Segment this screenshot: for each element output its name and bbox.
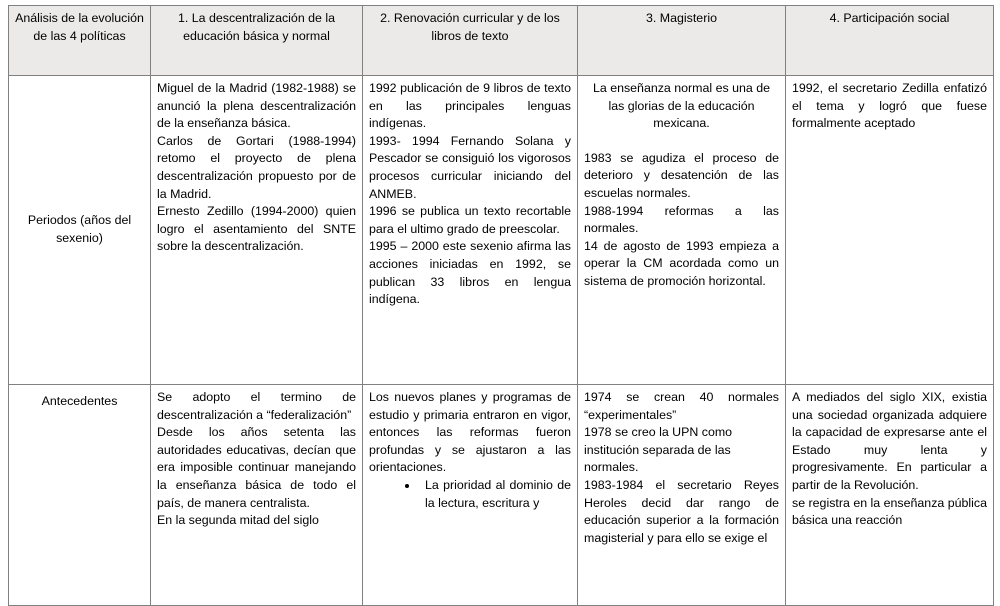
column-header-participacion-social: 4. Participación social bbox=[786, 6, 994, 76]
paragraph: Desde los años setenta las autoridades educativas, decían que era imposible continuar manejando la enseñanza básica de todo el país, de manera centralista. bbox=[157, 425, 356, 510]
column-header-descentralizacion: 1. La descentralización de la educación básica y normal bbox=[151, 6, 363, 76]
paragraph: 1983-1984 el secretario Reyes Heroles decid dar rango de educación superior a la formación magisterial y para ello se exige el bbox=[584, 478, 779, 545]
cell-antecedentes-renovacion bbox=[363, 385, 578, 606]
row-label-periodos: Periodos (años del sexenio) bbox=[9, 76, 151, 385]
list-item: • La prioridad al dominio de la lectura, escritura y bbox=[419, 477, 571, 512]
paragraph: se registra en la enseñanza pública básica una reacción bbox=[792, 495, 987, 528]
column-header-analysis: Análisis de la evolución de las 4 políticas bbox=[9, 6, 151, 76]
cell-periodos-participacion bbox=[786, 76, 994, 385]
cell-antecedentes-magisterio bbox=[578, 385, 786, 606]
paragraph: 1978 se creo la UPN como institución separada de las normales. bbox=[584, 425, 733, 475]
paragraph: 1995 – 2000 este sexenio afirma las acciones iniciadas en 1992, se publican 33 libros en lengua indígena. bbox=[369, 239, 571, 307]
cell-periodos-magisterio bbox=[578, 76, 786, 385]
paragraph: 1993- 1994 Fernando Solana y Pescador se consiguió los vigorosos procesos curricular iniciando del ANMEB. bbox=[369, 133, 571, 201]
table-header-row-group bbox=[9, 6, 994, 76]
table-header-row bbox=[9, 6, 994, 76]
row-label-antecedentes: Antecedentes bbox=[9, 385, 151, 606]
paragraph: Ernesto Zedillo (1994-2000) quien logro el asentamiento del SNTE sobre la descentralización. bbox=[157, 204, 356, 254]
paragraph-spacer bbox=[584, 133, 779, 150]
table-row-antecedentes bbox=[9, 385, 994, 606]
column-header-magisterio: 3. Magisterio bbox=[578, 6, 786, 76]
cell-periodos-renovacion bbox=[363, 76, 578, 385]
paragraph: Carlos de Gortari (1988-1994) retomo el proyecto de plena descentralización propuesto por de la Madrid. bbox=[157, 133, 356, 201]
cell-antecedentes-participacion bbox=[786, 385, 994, 606]
column-header-renovacion-curricular: 2. Renovación curricular y de los libros de texto bbox=[363, 6, 578, 76]
paragraph: 1992 publicación de 9 libros de texto en las principales lenguas indígenas. bbox=[369, 81, 571, 131]
comparison-table bbox=[8, 5, 994, 606]
paragraph: Los nuevos planes y programas de estudio y primaria entraron en vigor, entonces las reformas fueron profundas y se ajustaron a las orientaciones. bbox=[369, 390, 571, 475]
table-body bbox=[9, 76, 994, 606]
paragraph: 14 de agosto de 1993 empieza a operar la CM acordada como un sistema de promoción horizontal. bbox=[584, 238, 779, 289]
paragraph: La enseñanza normal es una de las glorias de la educación mexicana. bbox=[592, 81, 771, 131]
paragraph: 1992, el secretario Zedilla enfatizó el tema y logró que fuese formalmente aceptado bbox=[792, 81, 987, 131]
paragraph: Se adopto el termino de descentralización a “federalización” bbox=[157, 390, 356, 422]
cell-periodos-descentralizacion bbox=[151, 76, 363, 385]
bullet-list bbox=[369, 477, 571, 512]
paragraph: Miguel de la Madrid (1982-1988) se anunció la plena descentralización de la enseñanza básica. bbox=[157, 81, 356, 131]
paragraph: 1983 se agudiza el proceso de deterioro y desatención de las escuelas normales. bbox=[584, 150, 779, 201]
paragraph: 1974 se crean 40 normales “experimentales” bbox=[584, 390, 779, 422]
cell-antecedentes-descentralizacion bbox=[151, 385, 363, 606]
paragraph: En la segunda mitad del siglo bbox=[157, 513, 319, 528]
paragraph: A mediados del siglo XIX, existia una sociedad organizada adquiere la capacidad de expresarse ante el Estado muy lenta y progresivamente. En particular a partir de la Revolución. bbox=[792, 390, 987, 493]
paragraph: 1988-1994 reformas a las normales. bbox=[584, 203, 779, 236]
paragraph: 1996 se publica un texto recortable para el ultimo grado de preescolar. bbox=[369, 204, 571, 236]
table-row-periodos bbox=[9, 76, 994, 385]
